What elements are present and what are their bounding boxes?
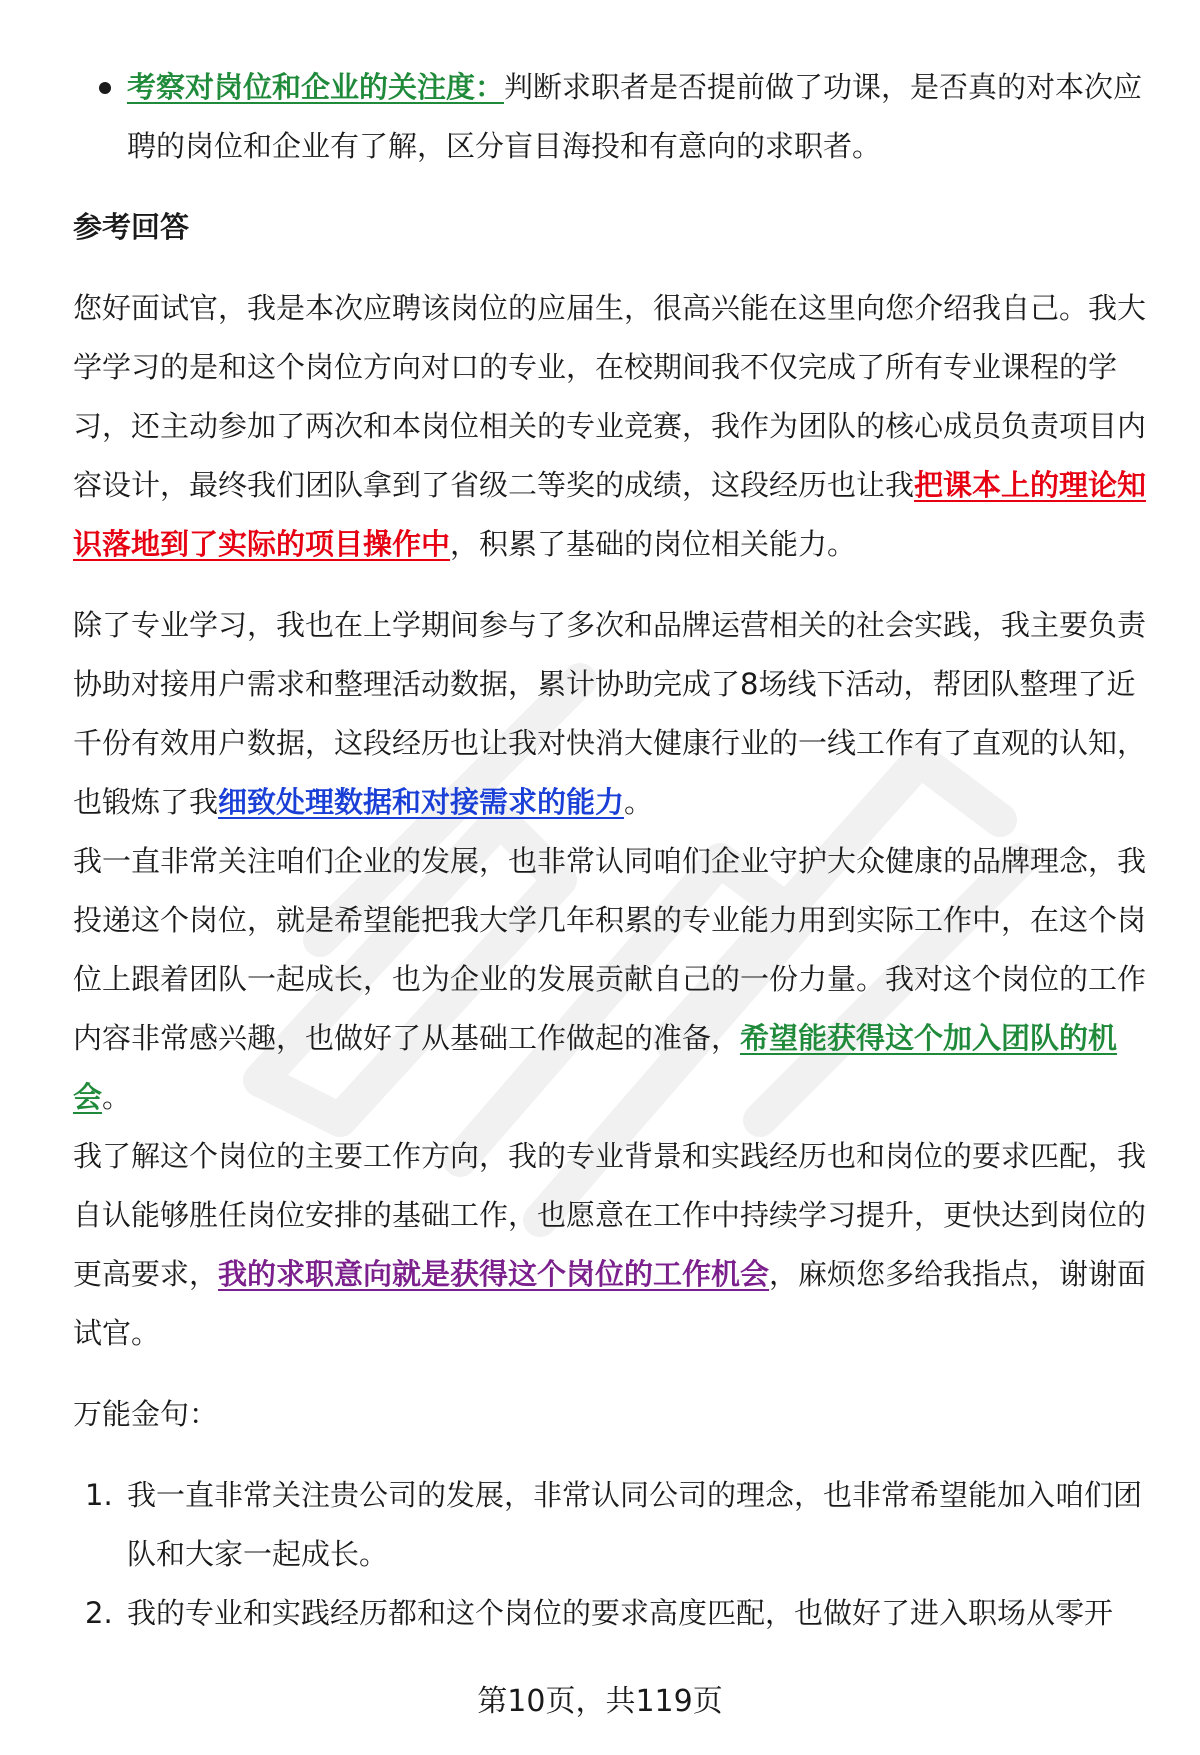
answer-text: ，麻烦您多给我指点，谢谢面试官。 [73, 1257, 1147, 1350]
answer-highlight-blue: 细致处理数据和对接需求的能力 [218, 785, 625, 819]
answer-text: ，积累了基础的岗位相关能力。 [450, 527, 857, 561]
list-marker: 2. [85, 1596, 113, 1630]
list-marker: 1. [85, 1478, 113, 1512]
answer-paragraph-2 [73, 596, 1148, 832]
answer-paragraph-3 [73, 832, 1148, 1127]
criteria-text: 判断求职者是否提前做了功课，是否真的对本次应聘的岗位和企业有了解，区分盲目海投和有意向的求职者。 [127, 70, 1143, 163]
answer-text: 。 [624, 785, 654, 819]
answer-text: 除了专业学习，我也在上学期间参与了多次和品牌运营相关的社会实践，我主要负责协助对接用户需求和整理活动数据，累计协助完成了8场线下活动，帮团队整理了近千份有效用户数据，这段经历也让我对快消大健康行业的一线工作有了直观的认知，也锻炼了我 [73, 608, 1147, 819]
page-number: 第10页，共119页 [477, 1684, 723, 1719]
list-item [73, 1584, 1148, 1643]
answer-text: 我了解这个岗位的主要工作方向，我的专业背景和实践经历也和岗位的要求匹配，我自认能够胜任岗位安排的基础工作，也愿意在工作中持续学习提升，更快达到岗位的更高要求， [73, 1139, 1147, 1291]
document-body [73, 58, 1148, 1643]
list-item [73, 1466, 1148, 1584]
answer-text: 您好面试官，我是本次应聘该岗位的应届生，很高兴能在这里向您介绍我自己。我大学学习的是和这个岗位方向对口的专业，在校期间我不仅完成了所有专业课程的学习，还主动参加了两次和本岗位相关的专业竞赛，我作为团队的核心成员负责项目内容设计，最终我们团队拿到了省级二等奖的成绩，这段经历也让我 [73, 291, 1147, 502]
answer-highlight-green: 希望能获得这个加入团队的机会 [73, 1021, 1118, 1114]
answer-text: 。 [102, 1080, 132, 1114]
criteria-item [73, 58, 1148, 176]
section-title: 参考回答 [73, 210, 190, 244]
list-item-text: 我一直非常关注贵公司的发展，非常认同公司的理念，也非常希望能加入咱们团队和大家一起成长。 [127, 1478, 1143, 1571]
answer-paragraph-4 [73, 1127, 1148, 1363]
golden-sentences-list [73, 1466, 1148, 1643]
criteria-highlight: 考察对岗位和企业的关注度： [127, 70, 505, 104]
answer-paragraph-1 [73, 279, 1148, 574]
golden-sentences-title: 万能金句： [73, 1397, 219, 1431]
list-item-text: 我的专业和实践经历都和这个岗位的要求高度匹配，也做好了进入职场从零开 [127, 1596, 1114, 1630]
answer-text: 我一直非常关注咱们企业的发展，也非常认同咱们企业守护大众健康的品牌理念，我投递这个岗位，就是希望能把我大学几年积累的专业能力用到实际工作中，在这个岗位上跟着团队一起成长，也为企业的发展贡献自己的一份力量。我对这个岗位的工作内容非常感兴趣，也做好了从基础工作做起的准备， [73, 844, 1147, 1055]
criteria-list [73, 58, 1148, 176]
bullet-icon [99, 82, 111, 94]
answer-highlight-red: 把课本上的理论知识落地到了实际的项目操作中 [73, 468, 1147, 561]
answer-highlight-purple: 我的求职意向就是获得这个岗位的工作机会 [218, 1257, 770, 1291]
